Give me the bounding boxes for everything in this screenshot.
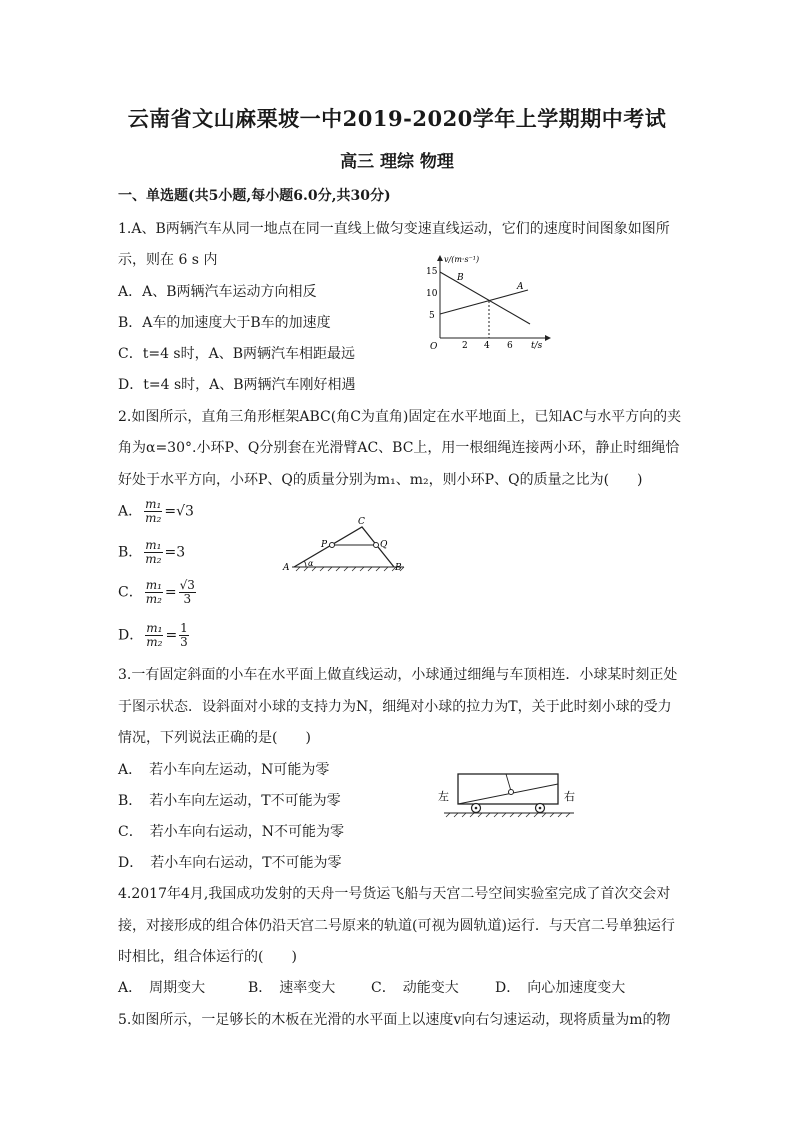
q4-stem-line1: 4.2017年4月,我国成功发射的天舟一号货运飞船与天宫二号空间实验室完成了首次交会对 [118,886,671,902]
q2-triangle-diagram [282,512,407,574]
q4-option-d: D． 向心加速度变大 [495,980,626,996]
q5-stem-line1: 5.如图所示，一足够长的木板在光滑的水平面上以速度v向右匀速运动，现将质量为m的物 [118,1012,671,1028]
q1-velocity-graph [420,252,555,352]
q1-graph-ylabel: v/(m·s⁻¹) [444,255,480,264]
q2-option-d: D． $\frac{\text{m₁}}{\text{m₂}}$ = $\frac{1}{3}$ [118,621,188,649]
q2-label-p: P [321,540,328,550]
q1-graph-origin: O [430,342,438,352]
q2-option-a: A． $\frac{\text{m₁}}{\text{m₂}}$ =√3 [118,497,194,525]
q1-option-c: C．t=4 s时，A、B两辆汽车相距最远 [118,346,356,362]
q2-stem-line2: 角为α=30°.小环P、Q分别套在光滑臂AC、BC上，用一根细绳连接两小环，静止时细绳恰 [118,440,680,456]
q1-graph-ytick-10: 10 [426,289,438,299]
q1-graph-xtick-2: 2 [462,341,468,351]
q2-option-c: C． $\frac{\text{m₁}}{\text{m₂}}$ = $\frac{√3}{3}$ [118,578,195,606]
q4-option-a: A． 周期变大 [118,980,206,996]
q1-graph-ytick-15: 15 [426,267,438,277]
q1-graph-xtick-6: 6 [507,341,513,351]
q1-label-a: A [517,282,524,292]
q2-stem-line3: 好处于水平方向，小环P、Q的质量分别为m₁、m₂，则小环P、Q的质量之比为( ) [118,472,643,488]
q1-stem-line1: 1.A、B两辆汽车从同一地点在同一直线上做匀变速直线运动，它们的速度时间图象如图所 [118,221,670,237]
q2-label-q: Q [380,540,388,550]
q2-option-b: B． $\frac{\text{m₁}}{\text{m₂}}$ =3 [118,538,186,566]
q4-option-b: B． 速率变大 [248,980,336,996]
q2-label-b: B [395,563,402,573]
q3-stem-line1: 3.一有固定斜面的小车在水平面上做直线运动，小球通过细绳与车顶相连．小球某时刻正处 [118,667,678,683]
q3-option-b: B． 若小车向左运动，T不可能为零 [118,793,341,809]
q2-label-a: A [283,563,290,573]
q3-label-right: 右 [564,790,575,803]
section-heading: 一、单选题(共5小题,每小题6.0分,共30分) [118,188,391,204]
q4-stem-line3: 时相比，组合体运行的( ) [118,949,297,965]
q1-stem-line2: 示，则在 6 s 内 [118,252,218,268]
q2-label-c: C [358,517,365,527]
q1-option-b: B．A车的加速度大于B车的加速度 [118,315,331,331]
q3-option-a: A． 若小车向左运动，N可能为零 [118,762,330,778]
q1-label-b: B [457,273,464,283]
q1-option-a: A．A、B两辆汽车运动方向相反 [118,284,317,300]
q4-option-c: C． 动能变大 [371,980,459,996]
page-subtitle: 高三 理综 物理 [340,152,454,172]
q3-stem-line2: 于图示状态．设斜面对小球的支持力为N，细绳对小球的拉力为T，关于此时刻小球的受力 [118,699,672,715]
q1-graph-xlabel: t/s [531,341,543,351]
q3-option-c: C． 若小车向右运动，N不可能为零 [118,824,344,840]
q1-line-b [440,272,530,324]
q3-stem-line3: 情况，下列说法正确的是( ) [118,730,311,746]
q3-label-left: 左 [438,790,449,803]
page-title: 云南省文山麻栗坡一中2019-2020学年上学期期中考试 [127,106,667,131]
q4-stem-line2: 接，对接形成的组合体仍沿天宫二号原来的轨道(可视为圆轨道)运行．与天宫二号单独运行 [118,918,675,934]
q2-stem-line1: 2.如图所示，直角三角形框架ABC(角C为直角)固定在水平地面上，已知AC与水平方向的夹 [118,409,682,425]
q2-label-alpha: α [308,559,314,568]
q1-option-d: D．t=4 s时，A、B两辆汽车刚好相遇 [118,377,356,393]
q3-option-d: D． 若小车向右运动，T不可能为零 [118,855,342,871]
q1-graph-ytick-5: 5 [429,311,435,321]
q1-graph-xtick-4: 4 [484,341,490,351]
q3-cart-diagram [436,768,586,820]
q1-line-a [440,290,528,314]
